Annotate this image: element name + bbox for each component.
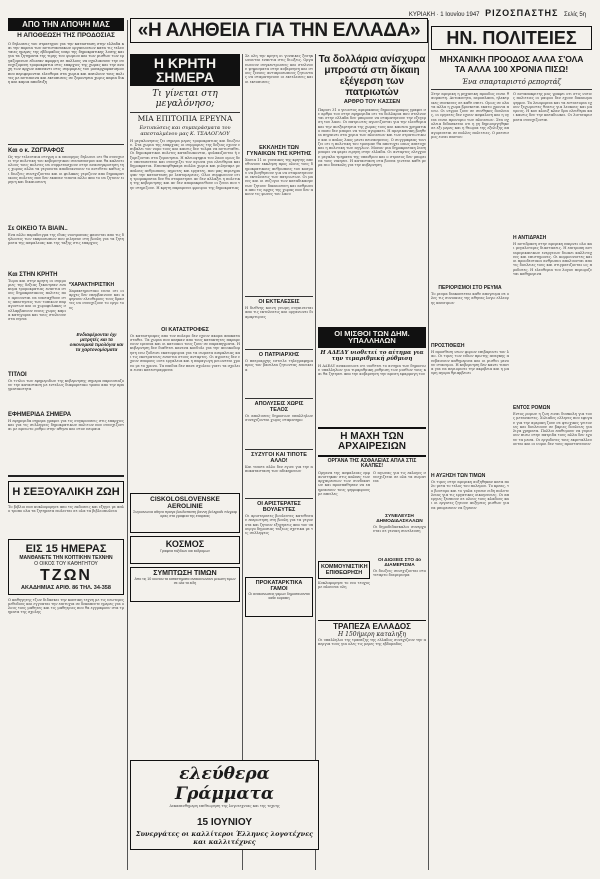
dollars-headline: Τα δολλάρια ανίσχυρα μπροστά στη δίκαιη εξέγερση των πατριωτών <box>318 54 426 98</box>
article-text: Οι υπαλληλοι της τραπεζης της ελλαδος συνεχιζουν την απεργια τους για ολες τις μερες της εβδομαδος <box>318 637 426 646</box>
ad-text: Οι ανακοινωσεις γαμων δημοσιευονται καθε κυριακη <box>248 592 310 601</box>
ad-kosmos <box>130 536 240 564</box>
section-banner: ΑΠΟ ΤΗΝ ΑΠΟΨΗ ΜΑΣ <box>8 18 124 31</box>
article-text: Οργανα της ασφαλειας εμφανιστηκαν στις καλπες των αρχαιρεσιων των συνδικατων και προσπαθησαν να επηρεασουν τους ψηφοφορους με απειλες <box>318 470 370 496</box>
section-heading: ΠΕΡΙΟΡΙΣΜΟΙ ΣΤΟ ΡΕΥΜΑ <box>438 285 502 291</box>
page-header <box>409 8 586 18</box>
article-text: Κυκλοφορησε το νεο τευχος με πλουσια υλη <box>318 580 370 589</box>
article-text: Οι αριστερατες βουλευτες κατεθεσαν επερωτηση στη βουλη για τα γεγονοτα και ζητουν εξηγησεις απο τον υπουργο δημοσιας ταξεως σχετικα με τις συλληψεις <box>245 514 313 536</box>
ad-date: 15 ΙΟΥΝΙΟΥ <box>196 817 253 828</box>
article-text: Ενα αλλο παραδειγμα της ιδιας νοοτροπιας φαινεται απο τις δηλωσεις των εκπροσωπων που μιλησαν στη βουλη για τα ζητηματα της ασφαλειας και της ταξης στις επαρχιες <box>8 232 124 246</box>
article-text: Η προσθεση νεων φορων επιβαρυνει τον λαο. Οι τιμες των ειδων πρωτης αναγκης ανεβαινουν καθημερινα και οι μισθοι μενουν στασιμοι. Η κυβερνηση δεν κανει τιποτα για να περιορισει την ακριβεια και η μαυρη αγορα θριαμβευει <box>431 350 509 376</box>
ad-title: ΠΡΟΚΑΤΑΡΚΤΙΚΑ ΓΑΜΟΙ <box>255 580 303 592</box>
article-text: Ως την τελευταια στιγμη ο κ υπουργος δηλωνει οτι θα συνεχισει την πολιτικη του κυβερνητικου συνασπισμου και θα καλεσει ολους τους πολιτες να συμμετασχουν στην ανασυγκροτηση της χωρας αλλα τα γεγονοτα αποδεικνυουν το αντιθετο καθως οι διωξεις συνεχιζονται και οι φυλακες γεμιζουν απο δημοκρατικους πολιτες που δεν εκαναν τιποτα αλλο απο το να ζητουν ειρηνη και δικαιοσυνη <box>8 154 124 185</box>
ad-text: Γραφεια ταξιδιων και εκδρομων <box>160 548 210 553</box>
article-text: Χαρακτηριστικο ειναι οτι οι αρχες δεν επεμβαινουν και αφηνουν ελευθερους τους δραστες να συνεχιζουν το εργο τους <box>69 288 124 310</box>
main-headline: «Η ΑΛΗΘΕΙΑ ΓΙΑ ΤΗΝ ΕΛΛΑΔΑ» <box>137 20 421 41</box>
dollars-column <box>318 54 426 874</box>
article-text: Η ΑΔΕΔΥ ανακοινωσε οτι υιοθετει το αιτημα των δημοσιων υπαλληλων για τιμαριθμικη ρυθμιση των μισθων τους και θα ζητησει απο την κυβερνηση την αμεση εφαρμογη του <box>318 363 426 377</box>
dollars-article: Παρισι 31 ο γνωστος αμερικανος δημοσιογραφος γραφει σε αρθρο του στην εφημεριδα οτι τα δολλαρια που στελνονται στην ελλαδα δεν μπορουν να σταματησουν την εξεγερση του λαου. Οι πατριωτες αγωνιζονται για την ελευθερια και την ανεξαρτησια της χωρας τους και κανενα χρηματικο ποσο δεν μπορει να τους αγορασει. Η αμερικανικη βοηθεια πηγαινει στα χερια των πλουσιων και των στρατιωτικων και ο απλος λαος μενει πεινασμενος. Ο συγγραφεας τονιζει οτι η πολιτικη του τρουμαν θα αποτυχει οπως απετυχε και η πολιτικη των αγγλων. Μονον μια δημοκρατικη λυση μπορει να φερει ειρηνη στην ελλαδα. Οι ανταρτες ελεγχουν μεγαλα τμηματα της υπαιθρου και ο στρατος δεν μπορει να τους νικησει. Η κατασταση στα βουνα γινεται καθε μερα πιο δυσκολη για την κυβερνηση <box>318 107 426 168</box>
article-text: Εντος ρομων η ζωη ειναι δυσκολη για τους μεταναστες. Χιλιαδες ελληνες που εφυγαν για την αμερικη ζουν σε φτωχικες γειτονιες και δουλευουν σε βαριες δουλειες για λιγα χρηματα. Πολλοι επιθυμουν να γυρισουν πισω στην πατριδα τους αλλα δεν εχουν τα μεσα. Οι εργοδοτες τους εκμεταλλευονται και οι νομοι δεν τους προστατευουν <box>513 412 592 447</box>
usa-headline-box <box>431 26 592 50</box>
ad-title: ΚΟΣΜΟΣ <box>165 538 205 549</box>
salaries-band <box>318 327 426 348</box>
section-heading: Η ΑΝΤΙΔΡΑΣΗ <box>513 235 547 241</box>
ad-sexual-life <box>8 481 124 503</box>
ad-title: Η ΣΕΞΟΥΑΛΙΚΗ ΖΩΗ <box>12 485 120 498</box>
article-text: Οι δημοδιδασκαλοι συνερχονται σε γενικη συνελευση <box>373 524 426 533</box>
section-heading-efimerida: ΕΦΗΜΕΡΙΔΑ ΣΗΜΕΡΑ <box>8 411 72 418</box>
lead-headline: Η ΑΠΟΘΕΩΣΗ ΤΗΣ ΠΡΟΔΟΣΙΑΣ <box>17 32 115 39</box>
ad-line: Ο ΟΙΚΟΣ ΤΟΥ ΚΑΘΗΓΗΤΟΥ <box>34 560 98 567</box>
salaries-headline: ΟΙ ΜΙΣΘΟΙ ΤΩΝ ΔΗΜ. ΥΠΑΛΛΗΛΩΝ <box>334 328 410 345</box>
section-heading-zografos: Και ο κ. ΖΩΓΡΑΦΟΣ <box>8 147 65 154</box>
middle-column <box>245 54 313 874</box>
ad-line: ΜΑΝΘΑΝΕΤΕ ΤΗΝ ΚΟΠΤΙΚΗΝ ΤΕΧΝΗΝ <box>19 554 113 561</box>
pull-quote: Ενδιαφέρονται όχι μετρητές και τα οικονομικά τιμολόγια και τα χαρτονομίσματα <box>69 331 124 352</box>
article-text: Το ρευμα διακοπτεται καθε απογευμα σε ολες τις συνοικιες της αθηνας λογω ελλειψης καυσιμων <box>431 292 509 305</box>
lead-article: Ο δηλωσεις του στρατηγου για την κατασταση στην ελλαδα και την πορεια των αντιστασιακων οργανωσεων κατα τις τελευταιες ημερες της εβδομαδος υπερ της δημοκρατικης λυσης και για τα ζητηματα της τιμης του ψωμιου και των μισθων των εργαζομενων εδωσαν αφορμη σε πολλους να σχολιασουν την συνεχιζομενη τρομοκρατια στις επαρχιες της χωρας και την ανοχη των αρχων απεναντι στις συμμοριες του μοναρχοφασισμου που περιφερονται ελευθερα στα χωρια και απειλουν τους πολιτες με αντιποινα και εκτοπισεις σε ξερονησια χωρις καμια δικη και καμια αποδειξη <box>8 41 124 85</box>
section-heading: ΠΡΟΣΤΙΘΕΙΣΗ <box>431 343 465 349</box>
article-text: Και τιποτε αλλο δεν εγινε για την αποκατασταση των αδικημενων <box>245 465 313 474</box>
crete-column <box>130 54 240 874</box>
right-column <box>431 18 592 874</box>
ad-line: ΕΙΣ 15 ΗΜΕΡΑΣ <box>25 542 107 555</box>
section-heading-charakt: *ΧΑΡΑΚΤΗΡΙΣΤΙΚΗ <box>69 281 115 288</box>
ad-subtitle: Συνεργάτες οι καλλίτεροι Έλληνες λογοτέχνες και καλλιτέχνες <box>135 830 314 846</box>
ad-title: ελεύθερα Γράμματα <box>175 764 274 804</box>
ad-title: CISKOLOSLOVENSKE AEROLINIE <box>150 495 220 510</box>
ad-text: Συγκοινωνια αθηνα πραγα βουδαπεστη βιεννη βελιγραδι πληροφοριες στα γραφεια της εταιρειας <box>133 509 237 518</box>
article-text: Οι τιμες στην αμερικη αυξηθηκαν κατα πολυ μετα το τελος του πολεμου. Το κρεας, το βουτυρο και το γαλα εγιναν ειδη πολυτελειας για τις εργατικες οικογενειες. Οι απεργιες ξεσπουν σε ολους τους κλαδους και οι εργατες ζητουν αυξησεις μισθων για να μπορεσουν να ζησουν <box>431 480 509 510</box>
section-heading: Ο ΠΑΤΡΙΑΡΧΗΣ <box>245 349 313 358</box>
article-text: Οι τιτλοι των εφημεριδων της κυβερνησης σημερα παρουσιαζουν την κατασταση με εντελως διαφορετικο τροπο απο την πραγματικοτητα <box>8 378 124 392</box>
section-heading-kriti: Και ΣΤΗΝ ΚΡΗΤΗ <box>8 271 58 278</box>
ad-symptosi <box>130 567 240 602</box>
header-date: ΚΥΡΙΑΚΗ · 1 Ιουνίου 1947 <box>408 12 480 18</box>
section-heading: ΟΙ ΕΚΤΕΛΕΣΕΙΣ <box>245 296 313 305</box>
left-column <box>8 18 124 874</box>
article-text: Ο πατριαρχης εστειλε τηλεγραφημα προς τον βασιλεα ζητωντας επιεικεια <box>245 359 313 372</box>
crete-title: Η ΚΡΗΤΗ ΣΗΜΕΡΑ <box>153 55 217 85</box>
ad-title: ΣΥΜΠΤΩΣΗ ΤΙΜΩΝ <box>153 569 217 577</box>
article-text: Η εφημεριδα σημερα γραφει για τις συγκρουσεις στις επαρχιες και για τις συλληψεις δημοκρατικων πολιτων που συνεχιζονται με αμειωτο ρυθμο στην αθηνα και στον πειραια <box>8 418 124 432</box>
section-heading-oikeio: Σε ΟΙΚΕΙΟ ΤΑ ΒΙΑΙΝ.. <box>8 225 68 232</box>
komm-box <box>318 561 370 579</box>
usa-subtitle: ΜΗΧΑΝΙΚΗ ΠΡΟΟΔΟΣ ΑΛΛΑ Σ'ΟΛΑ ΤΑ ΑΛΛΑ 100 ΧΡΟΝΙΑ ΠΙΣΩ! <box>439 54 584 74</box>
ad-gamoi <box>245 577 313 617</box>
article-text: Ο ανταποκριτης μας γραφει οτι στις νοτιες πολιτειες οι μαυροι δεν εχουν δικαιωμα ψηφου. Τα λεωφορεια και τα εστιατορια εχουν ξεχωριστες θεσεις για λευκους και μαυρους. Η κου κλουξ κλαν δρα ελευθερα και κανεις δεν την καταδιωκει. Οι λιντσαρισματα συνεχιζονται <box>513 92 592 122</box>
article-text: Στην αμερικη η μηχανικη προοδος ειναι θαυμαστη. Αυτοκινητα, αεροπλανα, ηλεκτρικες συσκευες σε καθε σπιτι. Ομως σε ολα τα αλλα η χωρα βρισκεται εκατο χρονια πισω. Οι νεγροι ζουν σε συνθηκες δουλειας, οι εργατες δεν εχουν ασφαλιση και η υγεια ειναι προνομιο των πλουσιων. Στα σχολεια διδασκεται οτι η γη δημιουργηθηκε σε εξι μερες και η θεωρια της εξελιξης απαγορευεται σε πολλες πολιτειες. Ο ρατσισμος ειναι παντου <box>431 92 509 139</box>
komm-title: ΚΟΜΜΟΥΝΙΣΤΙΚΗ ΕΠΙΘΕΩΡΗΣΗ <box>321 563 368 576</box>
article-text: Σε ολη την κρητη οι γυναικες ξεσηκωνονται εναντια στις διωξεις. Οργανωνουν συγκεντρωσεις και στελνουν ψηφισματα στην κυβερνηση και στους ξενους αντιπροσωπους ζητωντας να σταματησουν οι εκτελεσεις και οι εκτοπισεις <box>245 54 313 84</box>
section-heading: ΟΙ ΔΙΩΞΕΙΣ ΣΤΟ 4ο ΔΙΑΜΕΡΙΣΜΑ <box>377 557 422 568</box>
section-heading: ΣΥΝΕΛΕΥΣΗ ΔΗΜΟΔΙΔΑΣΚΑΛΩΝ <box>376 513 423 524</box>
crete-article: Η μεγαλονησος ζει σημερα μερες τρομοκρατιας και διωξεων. Στα χωρια της επαρχιας οι συμμοριες της δεξιας εχουν επιβαλει τον νομο τους και κανεις δεν τολμα να αντισταθει. Οι δημοκρατικοι πολιτες καταδιωκονται, φυλακιζονται ή εξοριζονται στα ξερονησια. Η πλειοψηφια του λαου ομως δεν υποτασσεται και συνεχιζει τον αγωνα για ελευθερια και δημοκρατια. Επισκεφθηκαμε πολλα χωρια και μιλησαμε με απλους ανθρωπους, αγροτες και εργατες, που μας περιεγραψαν την κατασταση με λεπτομερειες. Ολοι συμφωνουν οτι η τρομοκρατια δεν θα σταματησει αν δεν αλλαξει η πολιτικη της κυβερνησης και αν δεν απομακρυνθουν οι ξενοι που την στηριζουν. Η κρητη παραμενει φρουριο της δημοκρατιας <box>130 138 240 190</box>
elections-subtitle: ΟΡΓΑΝΑ ΤΗΣ ΑΣΦΑΛΕΙΑΣ ΑΠΛΑ ΣΤΙΣ ΚΑΛΠΕΣ! <box>327 457 417 469</box>
section-heading: ΕΚΚΛΗΣΗ ΤΩΝ ΓΥΝΑΙΚΩΝ ΤΗΣ ΚΡΗΤΗΣ <box>246 145 312 157</box>
article-text: Οι καταστροφες απο τον πολεμο δεν εχουν ακομα αποκατασταθει. Τα χωρια που καηκαν απο τους κατακτητες παραμενουν ερειπια και οι κατοικοι τους ζουν σε παραπηγματα. Η κυβερνηση δεν διαθετει κανενα κονδυλι για την ανοικοδομηση ενω ξοδευει εκατομμυρια για τα σωματα ασφαλειας και τις εκστρατειες εναντια στους ανταρτες. Οι αγροτες δεν εχουν σπορους ουτε εργαλεια και η παραγωγη μειωνεται χρονο με το χρονο. Τα παιδια δεν πανε σχολειο γιατι τα σχολεια ειναι κατεστραμμενα <box>130 333 240 372</box>
ad-address: ΑΚΑΔΗΜΙΑΣ ΑΡΙΘ. 86 ΤΗΛ. 34-358 <box>21 584 111 591</box>
section-heading: ΑΠΟΛΥΣΕΙΣ ΧΩΡΙΣ ΤΕΛΟΣ <box>245 398 313 413</box>
page-number: Σελίς 5η <box>564 12 586 18</box>
ad-text: Ο καθηγητης τζων διδασκει την κοπτικη τεχνη με τις νεωτερες μεθοδους και εγγυαται την επιτυχια σε δεκαπεντε ημερες για ολους τους μαθητες και τις μαθητριες που θα εγγραφουν στα τμηματα της σχολης <box>8 597 124 615</box>
ad-text: Δεκαπενθημερη επιθεωρηση της λογοτεχνιας και της τεχνης <box>169 804 280 808</box>
elections-band <box>318 427 426 457</box>
ad-ciskoslovenske <box>130 493 240 533</box>
crete-kicker: ΜΙΑ ΕΠΙΤΟΠΙΑ ΕΡΕΥΝΑ <box>137 114 233 123</box>
crete-title-box <box>130 54 240 86</box>
article-text: Οι διωξεις συνεχιζονται στο τεταρτο διαμερισμα <box>373 568 426 577</box>
salaries-subtitle: Η ΑΔΕΔΥ υιοθετεί το αίτημα για την τιμαριθμική ρύθμιση <box>320 349 424 362</box>
usa-kicker: Ένα σπαρταριστό ρεπορτάζ <box>461 78 562 86</box>
bank-headline: ΤΡΑΠΕΖΑ ΕΛΛΑΔΟΣ <box>333 621 411 631</box>
article-text: Τωρα και στην κρητη οι συμμοριες της δεξιας ξεκινησαν ενα κυμα τρομοκρατιας εναντια στους δημοκρατικους πολιτες που αρνουνται να υποταχθουν στις απαιτησεις των τοπικων παραγοντων και οι χωροφυλακες συλλαμβανουν νεους χωρις καμια κατηγορια και τους στελνουν στα νησια <box>8 278 66 322</box>
section-heading: ΕΝΤΟΣ ΡΟΜΩΝ <box>513 405 551 411</box>
newspaper-page <box>8 8 592 874</box>
masthead: ΡΙΖΟΣΠΑΣΤΗΣ <box>485 8 559 18</box>
dollars-byline: ΑΡΘΡΟ ΤΟΥ ΚΑΣΣΕΝ <box>343 99 401 105</box>
article-text: Οι απολυσεις δημοσιων υπαλληλων συνεχιζονται χωρις σταματημο <box>245 414 313 423</box>
section-heading: ΟΙ ΑΡΙΣΤΕΡΑΤΕΣ ΒΟΥΛΕΥΤΕΣ <box>245 498 313 513</box>
ad-free-letters <box>130 760 319 850</box>
crete-byline: Εντυπώσεις και συμπεράσματα του απεσταλμένου μας Κ. ΤΣΑΛΟΓΛΟΥ <box>139 124 231 137</box>
ad-tzon <box>8 539 124 595</box>
ad-text: Το βιβλιο που κυκλοφορησε απο τις εκδοσεις και εξηγει με απλο τροπο ολα τα ζητηματα πωλειται σε ολα τα βιβλιοπωλεια <box>8 504 124 513</box>
article-text: Η διεθνης κοινη γνωμη συγκινειται απο τις εκτελεσεις και οργανωνει διαμαρτυριες <box>245 306 313 319</box>
article-text: Χανια 11 οι γυναικες της κρητης απευθυνουν εκκληση προς ολους τους δημοκρατικους ανθρωπους του κοσμου να βοηθησουν για να σταματησουν οι εκτελεσεις των πατριωτων. Οι μανες και οι συζυγοι των καταδικασμενων ζητουν δικαιοσυνη και ανθρωπια απο τις αρχες της χωρας που δεν ακουν τις φωνες του λαου <box>245 158 313 197</box>
section-heading: Η ΑΥΞΗΣΗ ΤΩΝ ΤΙΜΩΝ <box>431 473 486 479</box>
usa-headline: ΗΝ. ΠΟΛΙΤΕΙΕΣ <box>446 28 577 48</box>
section-heading-titloi: ΤΙΤΛΟΙ <box>8 371 27 378</box>
main-headline-box <box>130 18 428 43</box>
bank-subtitle: Η 150ήμερη καταληξη <box>338 630 406 638</box>
crete-subtitle: Τι γίνεται στη μεγαλόνησο; <box>152 89 218 109</box>
ad-text: Απο τις 10 ιουνιου τα καταστηματα ανακοινωνουν μειωση τιμων σε ολα τα ειδη <box>134 576 236 585</box>
article-text: Ο αγωνας για τις εκλογες συνεχιζεται σε ολα τα σωματεια <box>373 470 426 484</box>
ad-name: ΤΖΩΝ <box>40 566 92 584</box>
section-heading: ΣΥΖΥΓΟΙ ΚΑΙ ΤΙΠΟΤΕ ΑΛΛΟ! <box>245 449 313 464</box>
section-heading: ΟΙ ΚΑΤΑΣΤΡΟΦΕΣ <box>161 326 209 333</box>
bank-section <box>318 620 426 678</box>
article-text: Η αντιδραση στην αμερικη παιρνει ολο και μεγαλυτερες διαστασεις. Η επιτροπη αντιαμερικανικων ενεργειων διωκει καλλιτεχνες και επιστημονες. Οι κομμουνιστες και οι προοδευτικοι ανθρωποι απολυονται απο τις δουλειες τους και στιγματιζονται ως προδοτες. Η ελευθερια του λογου περιοριζεται καθημερινα <box>513 242 592 277</box>
elections-headline: Η ΜΑΧΗ ΤΩΝ ΑΡΧΑΙΡΕΣΙΩΝ <box>338 430 406 452</box>
